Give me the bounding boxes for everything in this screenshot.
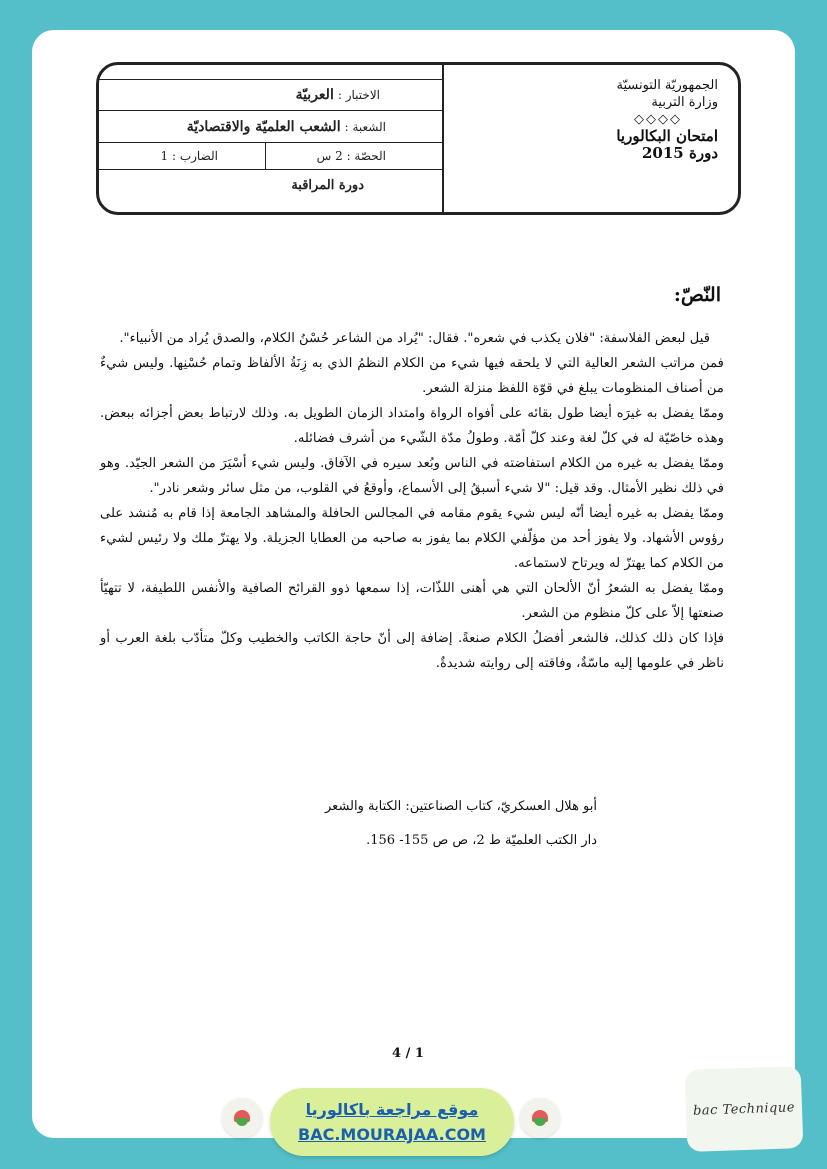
paragraph-7: فإذا كان ذلك كذلك، فالشعر أفضلُ الكلام صنعةً. إضافة إلى أنّ حاجة الكاتب والخطيب وكلّ متأدّب بلغة العرب أو ناظر في علومها إليه ماسّةٌ، وفاقته إلى روايته شديدةٌ.: [100, 631, 724, 671]
header-details: [99, 65, 442, 212]
branch-row: [99, 111, 442, 143]
paragraph-4: وممّا يفضل به غيره من الكلام استفاضته في الناس وبُعد سيره في الآفاق. وليس شيء أسْيَرَ من الشعر الجيّد. وهو في ذلك نظير الأمثال. وقد قيل: "لا شيء أسبقُ إلى الأسماع، وأوقعُ في القلوب، من مثل سائر وشعر نادر".: [100, 456, 724, 496]
text-title: النّصّ:: [673, 284, 721, 306]
exam-header: [96, 62, 741, 215]
page-number: 4 / 1: [392, 1046, 424, 1061]
session-label: دورة المراقبة: [291, 177, 364, 193]
source-publisher: دار الكتب العلميّة ط 2، ص ص 155- 156.: [366, 833, 597, 848]
cell-divider: [265, 143, 266, 169]
subject-label: الاختبار :: [337, 88, 380, 102]
header-institution: [442, 65, 738, 212]
diamonds-icon: ◇◇◇◇: [634, 112, 682, 127]
exam-year: دورة 2015: [642, 144, 718, 162]
site-banner[interactable]: [270, 1088, 514, 1156]
site-logo-icon: [520, 1098, 560, 1138]
text-source: [325, 790, 597, 858]
branch-label: الشعبة :: [344, 119, 386, 134]
country-label: الجمهوريّة التونسيّة: [616, 78, 718, 93]
bac-technique-badge: [685, 1066, 804, 1152]
paragraph-6: وممّا يفضل به الشعرُ أنّ الألحان التي هي أهنى اللذّات، إذا سمعها ذوو القرائح الصافية والأنفس اللطيفة، لا تتهيّأ صنعتها إلاّ على كلّ منظوم من الشعر.: [100, 581, 724, 621]
text-body: [100, 326, 724, 676]
paragraph-1: قيل لبعض الفلاسفة: "فلان يكذب في شعره". فقال: "يُراد من الشاعر حُسْنُ الكلام، والصدق يُراد من الأنبياء".: [119, 331, 710, 346]
session-row: [99, 170, 442, 200]
paragraph-2: فمن مراتب الشعر العالية التي لا يلحقه فيها شيء من الكلام النظمُ الذي به زِنَةُ الألفاظ وتمام حُسْنِها. وليس شيءٌ من أصناف المنظومات يبلغ في قوّة اللفظ منزلة الشعر.: [100, 356, 724, 396]
ministry-label: وزارة التربية: [651, 95, 718, 110]
site-logo-icon: [222, 1098, 262, 1138]
paragraph-5: وممّا يفضل به غيره أيضا أنّه ليس شيء يقوم مقامه في المجالس الحافلة والمشاهد الجامعة إذا قام به مُنشد على رؤوس الأشهاد. ولا يفوز أحد من مؤلّفي الكلام بما يفوز به صاحبه من العطايا الجزيلة. ولا يهتزّ ملك ولا رئيس لشيء من الكلام كما يهتزّ له ويرتاح لاستماعه.: [100, 506, 724, 571]
banner-url-link[interactable]: BAC.MOURAJAA.COM: [298, 1125, 486, 1144]
banner-arabic-link[interactable]: موقع مراجعة باكالوريا: [305, 1100, 479, 1119]
coefficient-label: الضارب : 1: [160, 149, 218, 163]
source-author: أبو هلال العسكريّ، كتاب الصناعتين: الكتابة والشعر: [325, 799, 597, 814]
duration-label: الحصّة : 2 س: [316, 149, 386, 163]
subject-value: العربيّة: [295, 87, 334, 103]
subject-row: [99, 79, 442, 111]
paragraph-3: وممّا يفضل به غيرَه أيضا طول بقائه على أفواه الرواة وامتداد الزمان الطويل به. وذلك لارتباط بعض أجزائه ببعض. وهذه خاصّيّة له في كلّ لغة وعند كلّ أمّة. وطولُ مدّة الشّيء من أشرف فضائله.: [100, 406, 724, 446]
branch-value: الشعب العلميّة والاقتصاديّة: [186, 118, 341, 135]
duration-row: [99, 143, 442, 170]
exam-name: امتحان البكالوريا: [616, 127, 718, 145]
badge-label: bac Technique: [692, 1099, 796, 1119]
